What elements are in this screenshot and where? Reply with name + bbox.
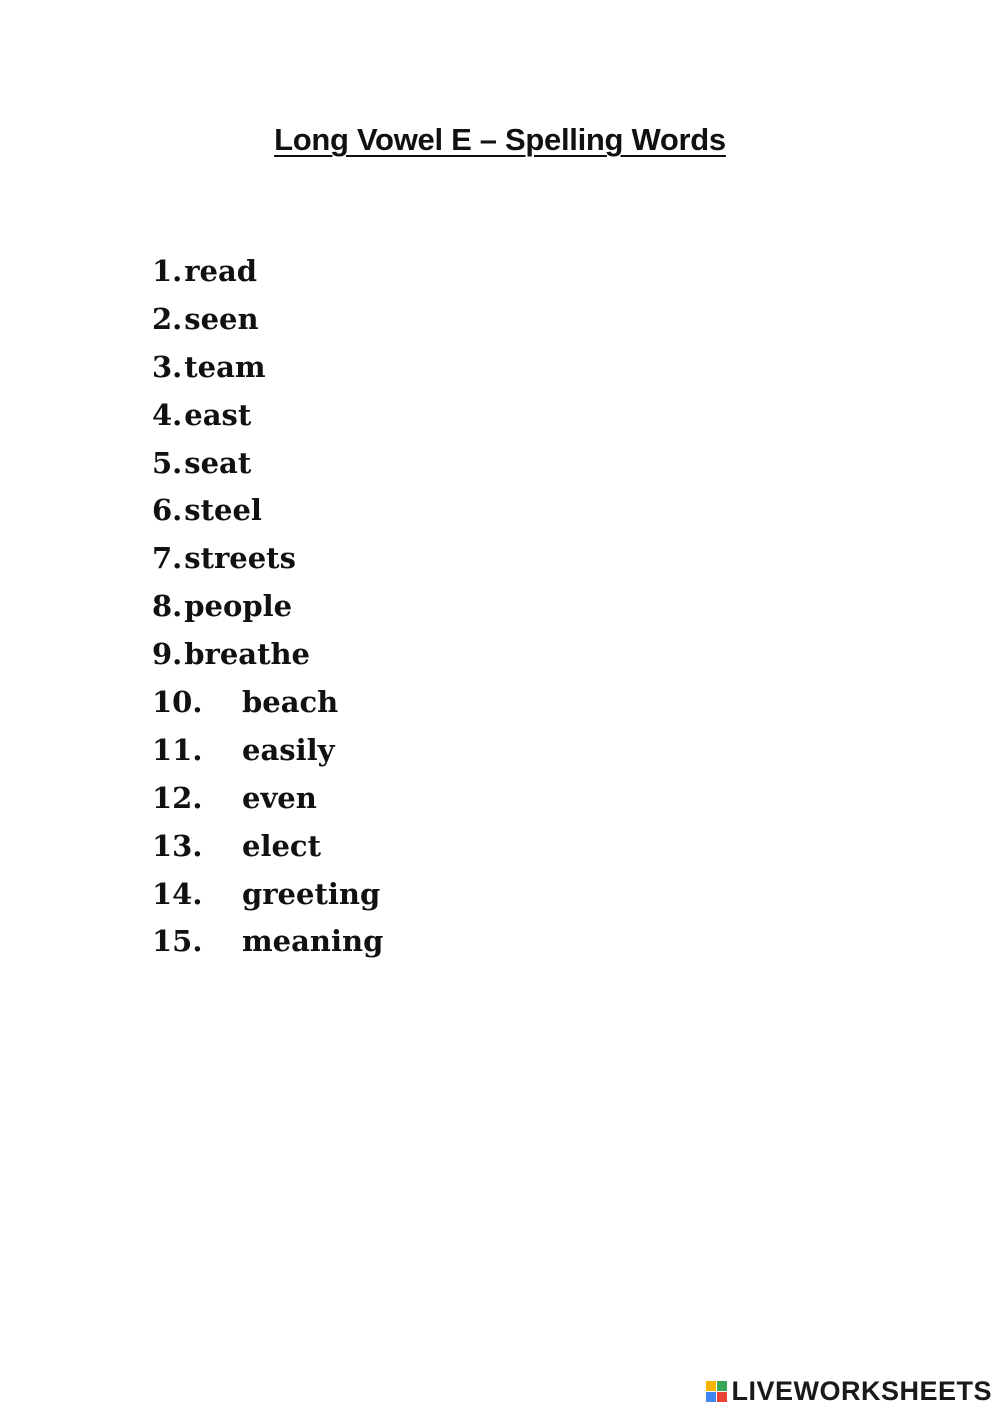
list-item bbox=[152, 583, 383, 631]
spelling-word: greeting bbox=[242, 876, 381, 911]
list-item bbox=[152, 296, 383, 344]
item-number: 6. bbox=[152, 493, 183, 528]
item-number: 9. bbox=[152, 637, 183, 672]
logo-square bbox=[717, 1381, 727, 1391]
list-item bbox=[152, 918, 383, 966]
spelling-word: people bbox=[184, 589, 293, 624]
list-item bbox=[152, 631, 383, 679]
spelling-word: elect bbox=[242, 828, 321, 863]
list-item bbox=[152, 727, 383, 775]
item-number: 15. bbox=[152, 924, 203, 959]
spelling-word: read bbox=[184, 254, 258, 288]
spelling-word: meaning bbox=[242, 924, 384, 959]
spelling-word: seat bbox=[184, 445, 252, 480]
spelling-word: breathe bbox=[184, 637, 311, 672]
list-item bbox=[152, 440, 383, 488]
spelling-word: even bbox=[242, 780, 317, 815]
spelling-word: seen bbox=[184, 301, 259, 336]
item-number: 14. bbox=[152, 876, 203, 911]
item-number: 12. bbox=[152, 780, 203, 815]
item-number: 8. bbox=[152, 589, 183, 624]
spelling-word: streets bbox=[184, 541, 296, 576]
item-number: 2. bbox=[152, 301, 183, 336]
list-item bbox=[152, 871, 383, 919]
item-number: 10. bbox=[152, 685, 203, 720]
item-number: 1. bbox=[152, 254, 183, 288]
logo-square bbox=[706, 1381, 716, 1391]
item-number: 5. bbox=[152, 445, 183, 480]
item-number: 11. bbox=[152, 732, 203, 767]
spelling-word: beach bbox=[242, 685, 339, 720]
brand-name: LIVEWORKSHEETS bbox=[731, 1376, 992, 1406]
item-number: 3. bbox=[152, 349, 183, 384]
spelling-word: team bbox=[184, 349, 266, 384]
logo-square bbox=[717, 1392, 727, 1402]
list-item bbox=[152, 392, 383, 440]
spelling-word: steel bbox=[184, 493, 262, 528]
list-item bbox=[152, 487, 383, 535]
spelling-word: easily bbox=[242, 732, 335, 767]
liveworksheets-logo bbox=[706, 1376, 992, 1407]
page-title: Long Vowel E – Spelling Words bbox=[274, 122, 726, 157]
list-item bbox=[152, 823, 383, 871]
item-number: 13. bbox=[152, 828, 203, 863]
liveworksheets-logo-icon bbox=[706, 1381, 727, 1402]
logo-square bbox=[706, 1392, 716, 1402]
list-item bbox=[152, 775, 383, 823]
list-item bbox=[152, 344, 383, 392]
list-item bbox=[152, 535, 383, 583]
item-number: 7. bbox=[152, 541, 183, 576]
spelling-word: east bbox=[184, 397, 252, 432]
spelling-word-list bbox=[152, 248, 383, 966]
list-item bbox=[152, 679, 383, 727]
list-item bbox=[152, 248, 383, 296]
item-number: 4. bbox=[152, 397, 183, 432]
